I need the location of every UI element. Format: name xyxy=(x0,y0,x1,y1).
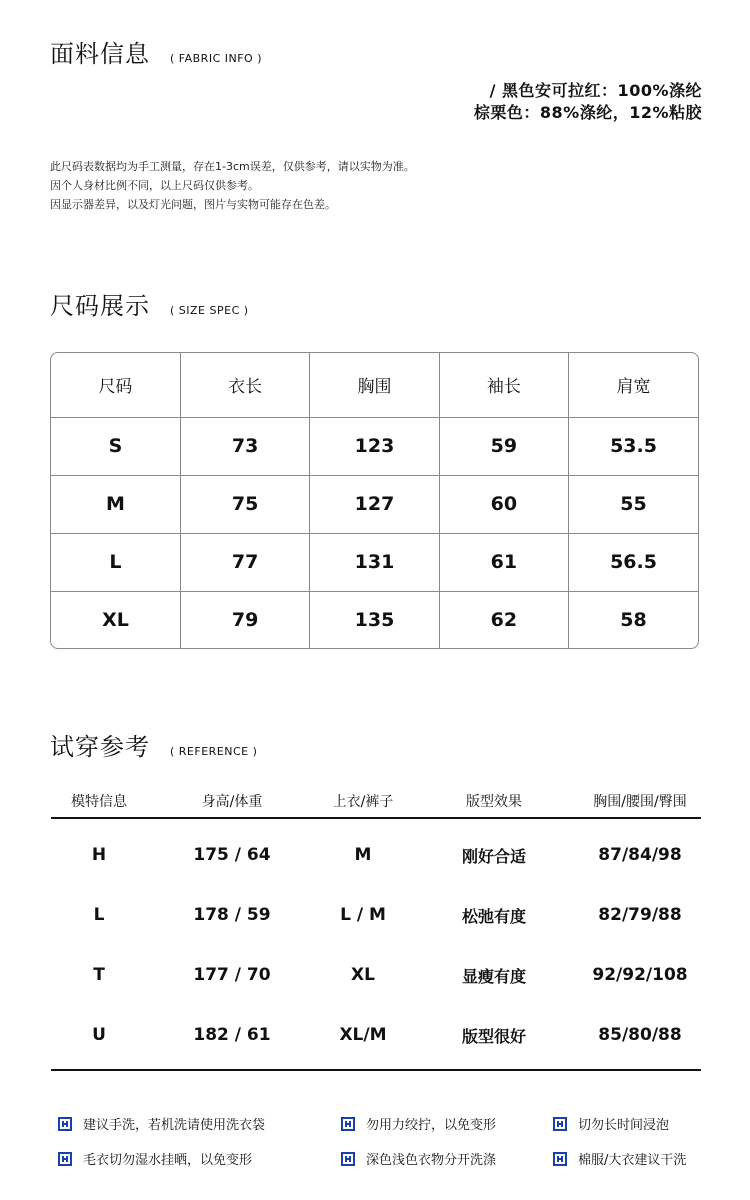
reference-cell: 175 / 64 xyxy=(193,845,271,865)
h-square-icon xyxy=(553,1117,567,1131)
size-cell: 123 xyxy=(310,417,439,475)
size-cell: 79 xyxy=(180,591,309,648)
size-cell: 131 xyxy=(310,533,439,591)
size-cell: 56.5 xyxy=(569,533,698,591)
reference-cell: 82/79/88 xyxy=(598,905,682,925)
reference-cell: L xyxy=(93,905,105,925)
size-section-title xyxy=(50,286,249,321)
care-item xyxy=(341,1149,496,1168)
fabric-title-en: ( FABRIC INFO ) xyxy=(170,52,262,65)
size-cell: 53.5 xyxy=(569,417,698,475)
size-cell: 73 xyxy=(180,417,309,475)
size-header-cell: 衣长 xyxy=(180,353,309,417)
size-title-en: ( SIZE SPEC ) xyxy=(170,304,249,317)
reference-table xyxy=(51,785,701,1071)
fabric-title-zh: 面料信息 xyxy=(50,40,150,68)
size-title-zh: 尺码展示 xyxy=(50,292,150,320)
reference-cell: M xyxy=(354,845,372,865)
reference-rows xyxy=(51,819,701,1071)
reference-header-row xyxy=(51,785,701,819)
size-header-cell: 肩宽 xyxy=(569,353,698,417)
size-cell: 55 xyxy=(569,475,698,533)
care-text: 切勿长时间浸泡 xyxy=(578,1118,670,1133)
size-cell: 75 xyxy=(180,475,309,533)
reference-header-cell: 版型效果 xyxy=(466,794,522,810)
h-square-icon xyxy=(341,1152,355,1166)
h-square-icon xyxy=(58,1152,72,1166)
reference-cell: 177 / 70 xyxy=(193,965,271,985)
reference-section-title xyxy=(50,727,257,762)
reference-cell: T xyxy=(93,965,105,985)
size-table-header-row xyxy=(51,353,698,417)
reference-cell: XL xyxy=(351,965,375,985)
reference-cell: XL/M xyxy=(339,1025,387,1045)
reference-row xyxy=(51,1005,701,1065)
care-item xyxy=(553,1149,686,1168)
size-cell: 58 xyxy=(620,608,647,631)
care-text: 毛衣切勿湿水挂晒，以免变形 xyxy=(83,1153,253,1168)
care-text: 棉服/大衣建议干洗 xyxy=(578,1153,687,1168)
size-cell: 62 xyxy=(439,591,568,648)
note-line: 因个人身材比例不同，以上尺码仅供参考。 xyxy=(50,179,259,192)
reference-title-zh: 试穿参考 xyxy=(50,733,150,761)
care-item xyxy=(58,1149,252,1168)
note-line: 因显示器差异，以及灯光问题，图片与实物可能存在色差。 xyxy=(50,198,336,211)
size-cell: S xyxy=(51,417,180,475)
reference-header-cell: 胸围/腰围/臀围 xyxy=(593,794,687,810)
size-cell: L xyxy=(51,533,180,591)
reference-cell: U xyxy=(92,1025,106,1045)
size-table-row xyxy=(51,475,698,533)
fabric-composition xyxy=(474,80,702,124)
size-cell: M xyxy=(51,475,180,533)
size-cell: 59 xyxy=(439,417,568,475)
fabric-section-title xyxy=(50,34,262,69)
size-cell: 135 xyxy=(310,591,439,648)
care-item xyxy=(58,1114,265,1133)
size-cell: XL xyxy=(51,591,180,648)
size-cell: 61 xyxy=(439,533,568,591)
note-line: 此尺码表数据均为手工测量，存在1-3cm误差，仅供参考，请以实物为准。 xyxy=(50,160,415,173)
care-item xyxy=(553,1114,669,1133)
size-cell: 77 xyxy=(180,533,309,591)
size-table xyxy=(50,352,699,649)
reference-title-en: ( REFERENCE ) xyxy=(170,745,258,758)
measurement-notes xyxy=(50,157,415,214)
reference-cell: 85/80/88 xyxy=(598,1025,682,1045)
size-header-cell: 尺码 xyxy=(51,353,180,417)
reference-header-cell: 身高/体重 xyxy=(201,794,263,810)
fabric-line: 棕栗色：88%涤纶，12%粘胶 xyxy=(473,103,702,122)
reference-cell: 版型很好 xyxy=(461,1026,526,1046)
h-square-icon xyxy=(341,1117,355,1131)
reference-row xyxy=(51,945,701,1005)
h-square-icon xyxy=(553,1152,567,1166)
reference-cell: 182 / 61 xyxy=(193,1025,271,1045)
reference-cell: 178 / 59 xyxy=(193,905,271,925)
reference-cell: L / M xyxy=(340,905,386,925)
size-table-row xyxy=(51,417,698,475)
reference-cell: 松弛有度 xyxy=(461,906,526,926)
reference-header-cell: 上衣/裤子 xyxy=(332,794,394,810)
reference-row xyxy=(51,825,701,885)
h-square-icon xyxy=(58,1117,72,1131)
reference-header-cell: 模特信息 xyxy=(71,794,127,810)
size-header-cell: 袖长 xyxy=(439,353,568,417)
reference-cell: 87/84/98 xyxy=(598,845,682,865)
care-text: 建议手洗，若机洗请使用洗衣袋 xyxy=(83,1118,266,1133)
size-table-row xyxy=(51,591,698,648)
reference-cell: 刚好合适 xyxy=(461,846,526,866)
size-table-row xyxy=(51,533,698,591)
fabric-line: / 黑色安可拉红：100%涤纶 xyxy=(489,81,702,100)
size-header-cell: 胸围 xyxy=(310,353,439,417)
reference-cell: 显瘦有度 xyxy=(461,966,526,986)
reference-cell: H xyxy=(91,845,107,865)
care-text: 勿用力绞拧，以免变形 xyxy=(366,1118,497,1133)
reference-row xyxy=(51,885,701,945)
care-item xyxy=(341,1114,496,1133)
care-text: 深色浅色衣物分开洗涤 xyxy=(366,1153,497,1168)
size-cell: 60 xyxy=(439,475,568,533)
size-cell: 127 xyxy=(310,475,439,533)
reference-cell: 92/92/108 xyxy=(592,965,688,985)
